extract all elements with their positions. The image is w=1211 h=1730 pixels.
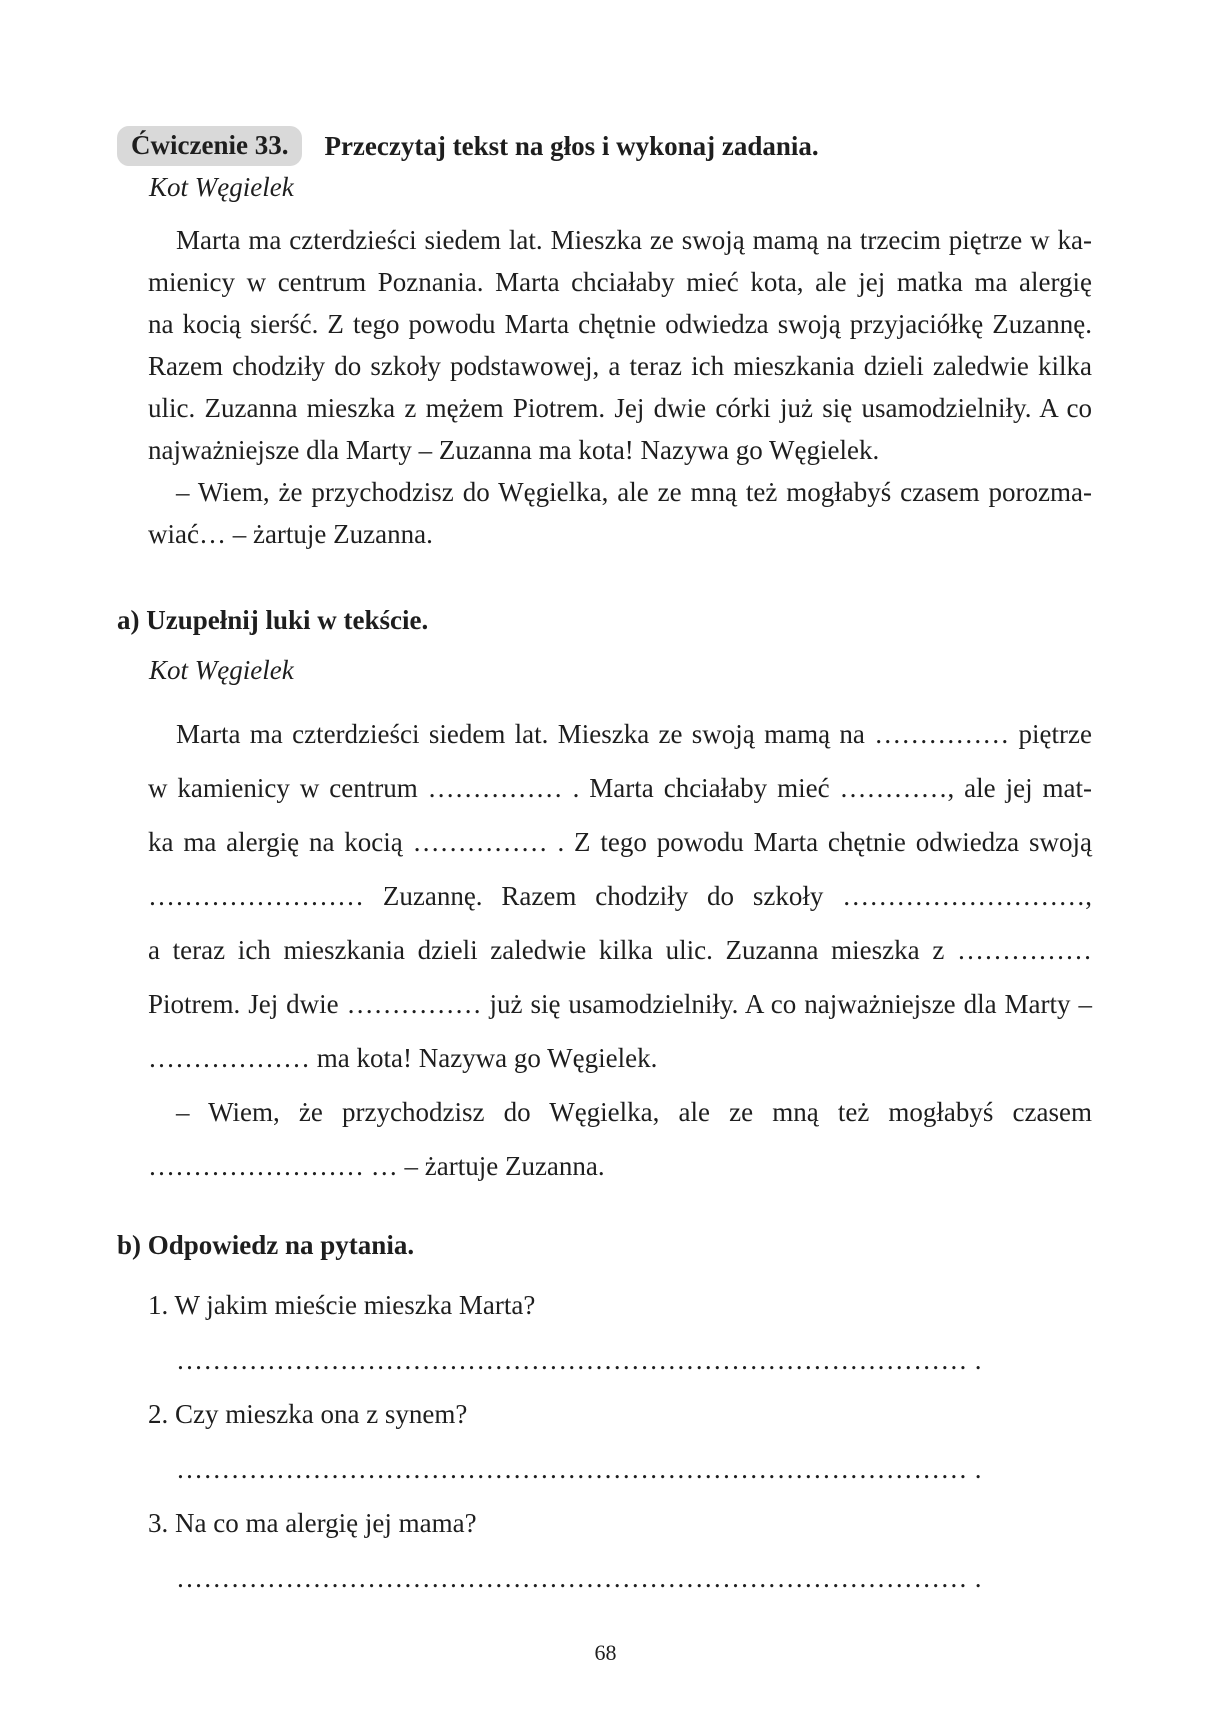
section-a-label: a) Uzupełnij luki w tekście.	[117, 605, 429, 635]
fill-line: …………………… … – żartuje Zuzanna.	[148, 1151, 605, 1181]
answer-line-3[interactable]: …………………………………………………………………………… .	[176, 1563, 982, 1593]
question-1: 1. W jakim mieście mieszka Marta?	[148, 1290, 536, 1320]
story-line: wiać… – żartuje Zuzanna.	[148, 519, 433, 549]
story-line: mienicy w centrum Poznania. Marta chciałaby mieć kota, ale jej matka ma alergię	[148, 267, 1092, 297]
fill-line: ……………… ma kota! Nazywa go Węgielek.	[148, 1043, 658, 1073]
fill-line: …………………… Zuzannę. Razem chodziły do szkoły ………………………,	[148, 881, 1092, 911]
fill-line: Marta ma czterdzieści siedem lat. Mieszka ze swoją mamą na …………… piętrze	[176, 719, 1092, 749]
story-line: – Wiem, że przychodzisz do Węgielka, ale ze mną też mogłabyś czasem porozma-	[176, 477, 1092, 507]
story-line: ulic. Zuzanna mieszka z mężem Piotrem. Jej dwie córki już się usamodzielniły. A co	[148, 393, 1092, 423]
fill-in-text	[148, 707, 1092, 1193]
fill-line: w kamienicy w centrum …………… . Marta chciałaby mieć …………, ale jej mat-	[148, 773, 1092, 803]
exercise-number-badge: Ćwiczenie 33.	[117, 126, 302, 166]
story-title: Kot Węgielek	[149, 172, 294, 202]
story-line: Razem chodziły do szkoły podstawowej, a teraz ich mieszkania dzieli zaledwie kilka	[148, 351, 1092, 381]
answer-line-2[interactable]: …………………………………………………………………………… .	[176, 1454, 982, 1484]
section-a-title: Kot Węgielek	[149, 655, 294, 685]
question-2: 2. Czy mieszka ona z synem?	[148, 1399, 468, 1429]
story-line: Marta ma czterdzieści siedem lat. Mieszka ze swoją mamą na trzecim piętrze w ka-	[176, 225, 1092, 255]
story-text	[148, 219, 1092, 555]
section-b-label: b) Odpowiedz na pytania.	[117, 1230, 415, 1260]
fill-line: ka ma alergię na kocią …………… . Z tego powodu Marta chętnie odwiedza swoją	[148, 827, 1092, 857]
exercise-header	[117, 126, 819, 166]
fill-line: a teraz ich mieszkania dzieli zaledwie kilka ulic. Zuzanna mieszka z ……………	[148, 935, 1092, 965]
story-line: na kocią sierść. Z tego powodu Marta chętnie odwiedza swoją przyjaciółkę Zuzannę.	[148, 309, 1092, 339]
question-3: 3. Na co ma alergię jej mama?	[148, 1508, 477, 1538]
story-line: najważniejsze dla Marty – Zuzanna ma kota! Nazywa go Węgielek.	[148, 435, 880, 465]
fill-line: Piotrem. Jej dwie …………… już się usamodzielniły. A co najważniejsze dla Marty –	[148, 989, 1092, 1019]
fill-line: – Wiem, że przychodzisz do Węgielka, ale ze mną też mogłabyś czasem	[176, 1097, 1092, 1127]
page-number: 68	[594, 1640, 617, 1665]
exercise-instruction: Przeczytaj tekst na głos i wykonaj zadania.	[324, 130, 819, 161]
answer-line-1[interactable]: …………………………………………………………………………… .	[176, 1345, 982, 1375]
